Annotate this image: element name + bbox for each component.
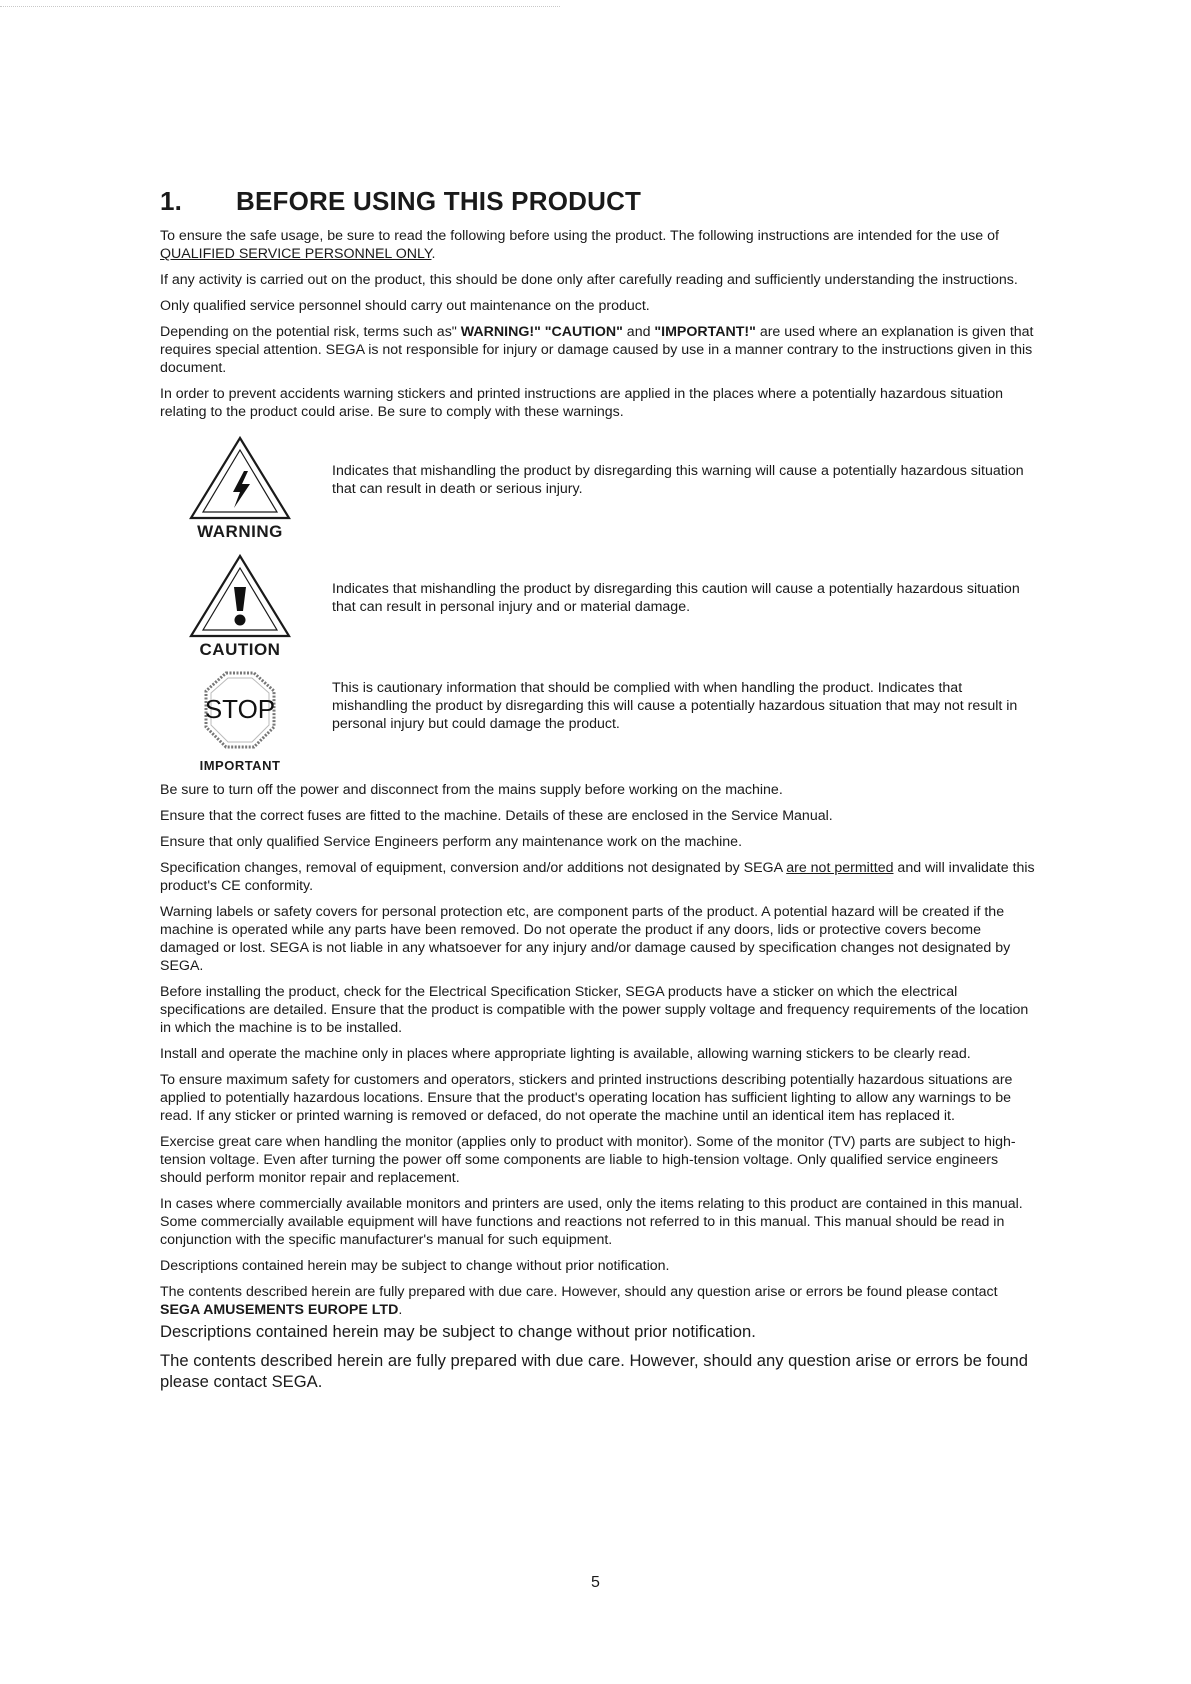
scan-artifact <box>0 6 560 9</box>
intro-paragraph-4: Depending on the potential risk, terms such as" WARNING!" "CAUTION" and "IMPORTANT!" are used where an explanation is given that requires special attention. SEGA is not responsible for injury or damage caused by use in a manner contrary to the instructions given in this document. <box>160 324 1034 376</box>
intro-paragraph-1: To ensure the safe usage, be sure to read the following before using the product. The following instructions are intended for the use of QUALIFIED SERVICE PERSONNEL ONLY. <box>160 228 999 262</box>
important-symbol <box>160 669 320 773</box>
rule-9: Exercise great care when handling the monitor (applies only to product with monitor). Some of the monitor (TV) parts are subject to high-tension voltage. Even after turning the power off some components are liable to high-tension voltage. Only qualified service engineers should perform monitor repair and replacement. <box>160 1134 1016 1186</box>
rule-11: Descriptions contained herein may be subject to change without prior notification. <box>160 1258 670 1274</box>
closing-note-1: Descriptions contained herein may be subject to change without prior notification. <box>160 1322 756 1341</box>
document-page <box>160 186 1040 1400</box>
rule-8: To ensure maximum safety for customers and operators, stickers and printed instructions describing potentially hazardous situations are applied to potentially hazardous locations. Ensure that the product's operating location has sufficient lighting to allow any warnings to be read. If any sticker or printed warning is removed or defaced, do not operate the machine until an identical item has replaced it. <box>160 1072 1013 1124</box>
intro-paragraph-3: Only qualified service personnel should carry out maintenance on the product. <box>160 298 650 314</box>
not-permitted-emphasis: are not permitted <box>786 860 894 876</box>
caution-symbol <box>160 553 320 660</box>
important-label: IMPORTANT <box>199 758 281 773</box>
high-voltage-warning-icon <box>188 435 292 521</box>
rule-7: Install and operate the machine only in places where appropriate lighting is available, allowing warning stickers to be clearly read. <box>160 1046 971 1062</box>
caution-label: CAUTION <box>199 640 281 659</box>
closing-notes <box>160 1321 1040 1392</box>
qualified-personnel-emphasis: QUALIFIED SERVICE PERSONNEL ONLY <box>160 246 432 262</box>
company-name: SEGA AMUSEMENTS EUROPE LTD <box>160 1302 399 1318</box>
warning-symbol-row <box>160 435 1040 553</box>
closing-note-2: The contents described herein are fully prepared with due care. However, should any question arise or errors be found please contact SEGA. <box>160 1351 1028 1391</box>
warning-label: WARNING <box>197 522 283 541</box>
warning-description: Indicates that mishandling the product by disregarding this warning will cause a potentially hazardous situation that can result in death or serious injury. <box>332 463 1024 497</box>
rule-4: Specification changes, removal of equipment, conversion and/or additions not designated by SEGA are not permitted and will invalidate this product's CE conformity. <box>160 860 1035 894</box>
rule-12: The contents described herein are fully prepared with due care. However, should any question arise or errors be found please contact SEGA AMUSEMENTS EUROPE LTD. <box>160 1284 998 1318</box>
important-symbol-row <box>160 669 1040 781</box>
stop-icon-text: STOP <box>204 694 276 724</box>
intro-paragraph-5: In order to prevent accidents warning stickers and printed instructions are applied in the places where a potentially hazardous situation relating to the product could arise. Be sure to comply with these warnings. <box>160 386 1004 420</box>
stop-sign-icon <box>190 669 290 753</box>
caution-symbol-row <box>160 553 1040 669</box>
caution-description: Indicates that mishandling the product by disregarding this caution will cause a potentially hazardous situation that can result in personal injury and or material damage. <box>332 581 1020 615</box>
section-number: 1. <box>160 186 183 216</box>
intro-paragraph-2: If any activity is carried out on the product, this should be done only after carefully reading and sufficiently understanding the instructions. <box>160 272 1018 288</box>
exclamation-caution-icon <box>188 553 292 639</box>
section-title: BEFORE USING THIS PRODUCT <box>236 186 642 216</box>
rule-3: Ensure that only qualified Service Engineers perform any maintenance work on the machine. <box>160 834 743 850</box>
rule-2: Ensure that the correct fuses are fitted to the machine. Details of these are enclosed in the Service Manual. <box>160 808 833 824</box>
page-number: 5 <box>591 1574 600 1591</box>
rule-6: Before installing the product, check for the Electrical Specification Sticker, SEGA products have a sticker on which the electrical specifications are detailed. Ensure that the product is compatible with the power supply voltage and frequency requirements of the location in which the machine is to be installed. <box>160 984 1029 1036</box>
rule-10: In cases where commercially available monitors and printers are used, only the items relating to this product are contained in this manual. Some commercially available equipment will have functions and reactions not referred to in this manual. This manual should be read in conjunction with the specific manufacturer's manual for such equipment. <box>160 1196 1023 1248</box>
rule-1: Be sure to turn off the power and disconnect from the mains supply before working on the machine. <box>160 782 783 798</box>
rule-5: Warning labels or safety covers for personal protection etc, are component parts of the product. A potential hazard will be created if the machine is operated while any parts have been removed. Do not operate the product if any doors, lids or protective covers become damaged or lost. SEGA is not liable in any whatsoever for any injury and/or damage caused by specification changes not designated by SEGA. <box>160 904 1011 974</box>
section-heading <box>160 186 1040 217</box>
warning-symbol <box>160 435 320 542</box>
important-description: This is cautionary information that should be complied with when handling the product. Indicates that mishandling the product by disregarding this will cause a potentially hazardous situation that may not result in personal injury but could damage the product. <box>332 680 1018 732</box>
